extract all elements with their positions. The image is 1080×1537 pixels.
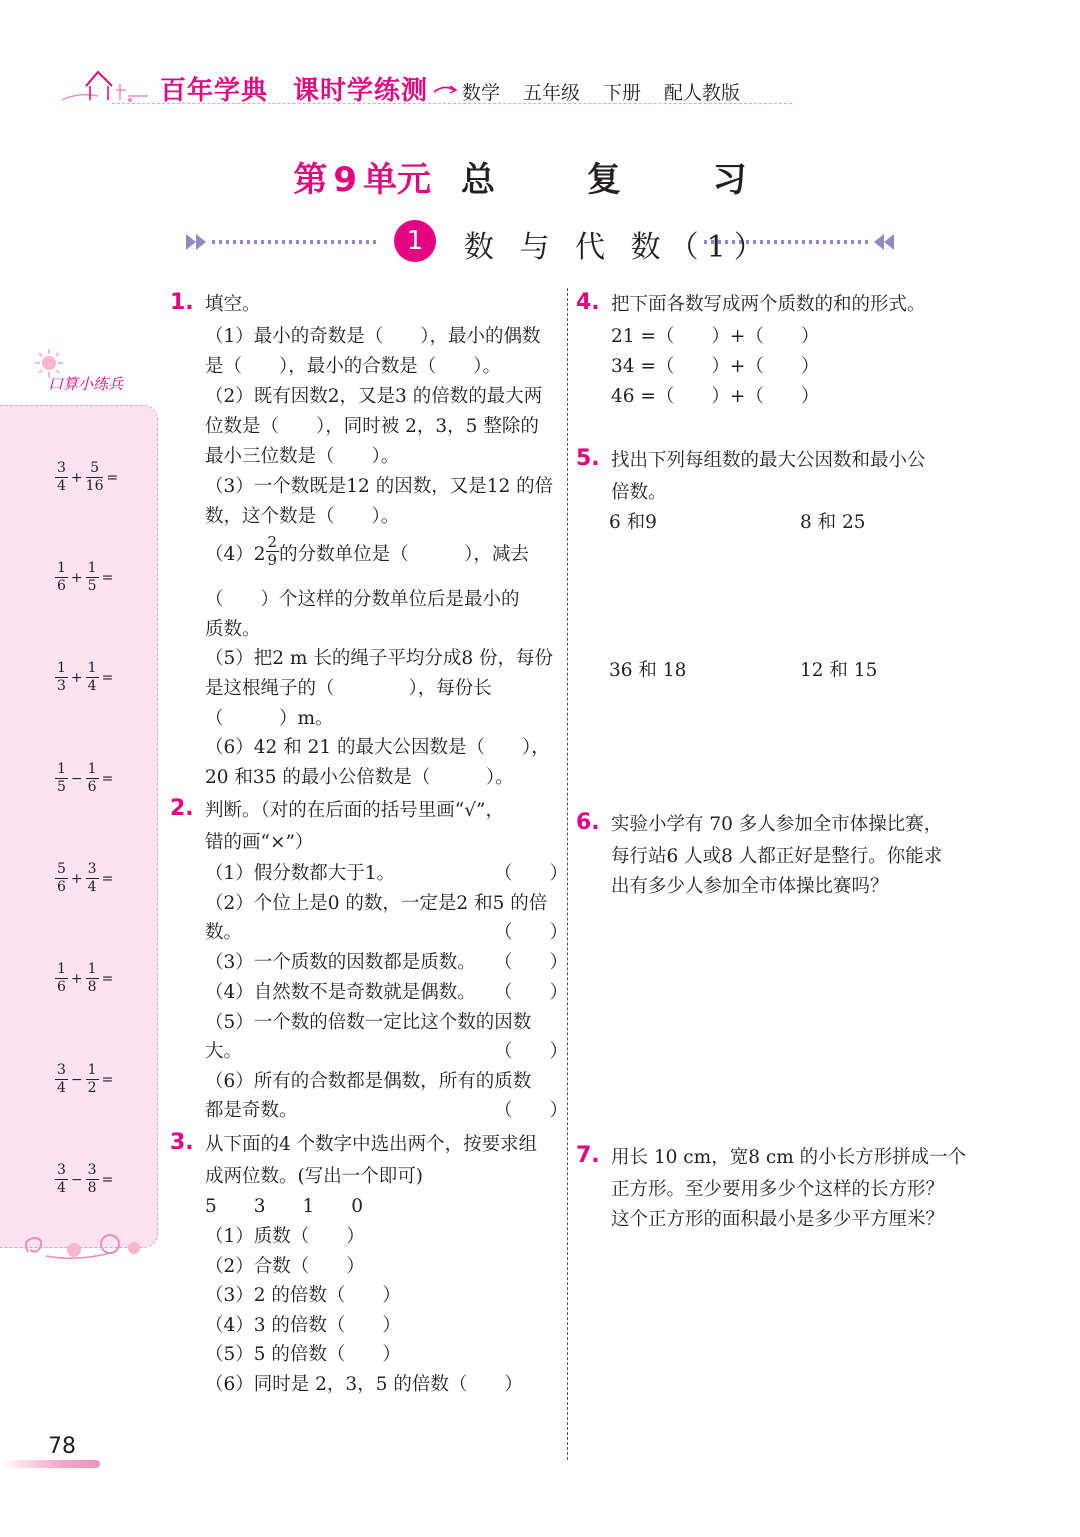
- fraction-denominator: 6: [87, 779, 97, 795]
- series-name: 课时学练测: [293, 76, 429, 106]
- fraction-numerator: 3: [87, 861, 97, 877]
- fraction: [86, 560, 99, 595]
- grade-label: 五年级: [523, 82, 581, 104]
- judgement-item: 都是奇数。: [205, 1100, 298, 1121]
- q1-line-mixed-number: [205, 532, 529, 570]
- q1-line: （3）一个数既是12 的因数，又是12 的倍: [205, 476, 554, 497]
- operator: +: [70, 569, 83, 586]
- q7-line: 这个正方形的面积最小是多少平方厘米？: [611, 1209, 945, 1230]
- q1-line-prefix: （4）2: [205, 544, 266, 565]
- q1-line: 是这根绳子的（ ），每份长: [205, 678, 492, 699]
- number-pair: 12 和 15: [800, 660, 878, 681]
- fraction-numerator: 5: [57, 861, 66, 877]
- fraction-numerator: 1: [87, 1062, 97, 1078]
- equals-sign: =: [101, 569, 114, 586]
- section-number-badge: 1: [394, 220, 436, 262]
- q3-item: （2）合数（ ）: [205, 1256, 365, 1277]
- q1-line: 位数是（ ），同时被 2，3，5 整除的: [205, 416, 539, 437]
- answer-bracket[interactable]: （ ）: [494, 952, 569, 973]
- q1-line: 最小三位数是（ ）。: [205, 446, 400, 467]
- fraction: [55, 660, 68, 695]
- volume-label: 下册: [603, 82, 642, 104]
- number-pair: 6 和9: [609, 512, 657, 533]
- judgement-item: （1）假分数都大于1。: [205, 863, 396, 884]
- q4-row: 34 =（ ）+（ ）: [611, 356, 820, 377]
- mental-math-item: [55, 861, 150, 901]
- q3-item: （4）3 的倍数（ ）: [205, 1315, 401, 1336]
- judgement-item: （5）一个数的倍数一定比这个数的因数: [205, 1012, 532, 1033]
- fraction-denominator: 8: [87, 1180, 97, 1196]
- fraction-numerator: 3: [57, 460, 66, 476]
- fraction-numerator: 2: [267, 532, 278, 551]
- q6-line: 实验小学有 70 多人参加全市体操比赛，: [611, 814, 943, 835]
- equals-sign: =: [101, 669, 114, 686]
- fraction: [55, 861, 68, 896]
- unit-name: 总 复 习: [460, 160, 787, 200]
- swirl-decoration-icon: [18, 1222, 148, 1266]
- fraction: [86, 961, 99, 996]
- fraction: [86, 660, 99, 695]
- fraction-denominator: 4: [57, 478, 66, 494]
- fraction-denominator: 6: [57, 879, 66, 895]
- fraction: [55, 961, 68, 996]
- question-2-number: 2.: [170, 796, 194, 821]
- fraction: [86, 1062, 99, 1097]
- q4-row: 46 =（ ）+（ ）: [611, 386, 820, 407]
- q1-line: （1）最小的奇数是（ ），最小的偶数: [205, 326, 541, 347]
- q1-line: 20 和35 的最小公倍数是（ ）。: [205, 767, 514, 788]
- sidebar-title: 口算小练兵: [48, 375, 124, 393]
- fraction-denominator: 6: [57, 979, 66, 995]
- arrow-right-icon: [432, 80, 460, 98]
- q3-item: （5）5 的倍数（ ）: [205, 1344, 401, 1365]
- fraction-denominator: 5: [57, 779, 66, 795]
- answer-bracket[interactable]: （ ）: [494, 982, 569, 1003]
- q4-row: 21 =（ ）+（ ）: [611, 326, 820, 347]
- q7-line: 用长 10 cm，宽8 cm 的小长方形拼成一个: [611, 1147, 967, 1168]
- judgement-item: （2）个位上是0 的数，一定是2 和5 的倍: [205, 893, 548, 914]
- q7-line: 正方形。至少要用多少个这样的长方形？: [611, 1179, 945, 1200]
- q1-line: 数，这个数是（ ）。: [205, 506, 400, 527]
- operator: −: [70, 1071, 83, 1088]
- judgement-item: （4）自然数不是奇数就是偶数。: [205, 982, 476, 1003]
- answer-bracket[interactable]: （ ）: [494, 1041, 569, 1062]
- fraction: [55, 460, 68, 495]
- fraction: [86, 460, 104, 495]
- question-3-number: 3.: [170, 1130, 194, 1155]
- fraction-numerator: 1: [87, 961, 97, 977]
- equals-sign: =: [106, 469, 119, 486]
- unit-title: [0, 152, 1080, 201]
- fraction-denominator: 8: [87, 979, 97, 995]
- fraction-denominator: 4: [57, 1080, 66, 1096]
- operator: −: [70, 770, 83, 787]
- mental-math-item: [55, 1162, 150, 1202]
- q6-line: 出有多少人参加全市体操比赛吗？: [611, 876, 889, 897]
- q3-item: （3）2 的倍数（ ）: [205, 1285, 401, 1306]
- mental-math-sidebar: [0, 405, 158, 1248]
- fraction-numerator: 1: [57, 560, 66, 576]
- judgement-item: （3）一个质数的因数都是质数。: [205, 952, 476, 973]
- unit-label-prefix: 第: [293, 160, 328, 200]
- fraction: [266, 534, 280, 569]
- fraction-denominator: 5: [87, 578, 97, 594]
- fraction-denominator: 9: [267, 550, 278, 569]
- section-title: 数 与 代 数（1）: [464, 230, 772, 265]
- fraction-denominator: 6: [57, 578, 66, 594]
- q1-line: （2）既有因数2，又是3 的倍数的最大两: [205, 386, 543, 407]
- digit-list: 5 3 1 0: [205, 1196, 364, 1217]
- fraction-numerator: 1: [87, 560, 97, 576]
- fraction-numerator: 1: [87, 761, 97, 777]
- operator: +: [70, 469, 83, 486]
- fraction-denominator: 4: [87, 678, 97, 694]
- question-3-title: 成两位数。(写出一个即可): [205, 1166, 423, 1187]
- q1-line: 质数。: [205, 619, 261, 640]
- question-3-title: 从下面的4 个数字中选出两个，按要求组: [205, 1134, 538, 1155]
- fraction-numerator: 3: [57, 1162, 66, 1178]
- equals-sign: =: [101, 1071, 114, 1088]
- q6-line: 每行站6 人或8 人都正好是整行。你能求: [611, 846, 943, 867]
- q1-line: 是（ ），最小的合数是（ ）。: [205, 356, 502, 377]
- q3-item: （1）质数（ ）: [205, 1226, 365, 1247]
- equals-sign: =: [101, 970, 114, 987]
- question-5-title: 倍数。: [611, 482, 667, 503]
- subject-label: 数学: [462, 82, 501, 104]
- mental-math-item: [55, 961, 150, 1001]
- fraction: [55, 1062, 68, 1097]
- question-7-number: 7.: [576, 1143, 600, 1168]
- question-5-number: 5.: [576, 446, 600, 471]
- mental-math-item: [55, 560, 150, 600]
- fraction-numerator: 1: [57, 761, 66, 777]
- q1-line: （5）把2 m 长的绳子平均分成8 份，每份: [205, 648, 553, 669]
- q1-line: （6）42 和 21 的最大公因数是（ ），: [205, 737, 550, 758]
- answer-bracket[interactable]: （ ）: [494, 922, 569, 943]
- q1-line: （ ）个这样的分数单位后是最小的: [205, 589, 520, 610]
- brand-name: 百年学典: [160, 76, 269, 106]
- fraction-numerator: 5: [86, 460, 104, 478]
- fraction-numerator: 3: [57, 1062, 66, 1078]
- fraction-denominator: 4: [87, 879, 97, 895]
- question-4-number: 4.: [576, 290, 600, 315]
- judgement-item: 数。: [205, 922, 243, 943]
- unit-number: 9: [333, 160, 357, 200]
- question-4-title: 把下面各数写成两个质数的和的形式。: [611, 294, 926, 315]
- fraction: [86, 861, 99, 896]
- question-6-number: 6.: [576, 810, 600, 835]
- fraction-numerator: 3: [87, 1162, 97, 1178]
- fraction-numerator: 1: [57, 660, 66, 676]
- operator: +: [70, 870, 83, 887]
- mental-math-item: [55, 761, 150, 801]
- fraction-denominator: 3: [57, 678, 66, 694]
- fraction: [55, 560, 68, 595]
- equals-sign: =: [101, 1171, 114, 1188]
- page-number-bar: [0, 1460, 100, 1468]
- number-pair: 8 和 25: [800, 512, 866, 533]
- fraction: [55, 761, 68, 796]
- judgement-item: （6）所有的合数都是偶数，所有的质数: [205, 1071, 532, 1092]
- page-number: 78: [48, 1434, 76, 1459]
- house-logo-icon: [58, 66, 153, 106]
- operator: +: [70, 669, 83, 686]
- question-5-title: 找出下列每组数的最大公因数和最小公: [611, 450, 926, 471]
- q3-item: （6）同时是 2，3，5 的倍数（ ）: [205, 1374, 523, 1395]
- answer-bracket[interactable]: （ ）: [494, 863, 569, 884]
- fraction-numerator: 1: [87, 660, 97, 676]
- equals-sign: =: [101, 870, 114, 887]
- mental-math-item: [55, 660, 150, 700]
- fraction-denominator: 4: [57, 1180, 66, 1196]
- q1-line: （ ）m。: [205, 708, 334, 729]
- equals-sign: =: [101, 770, 114, 787]
- unit-label-suffix: 单元: [362, 160, 431, 200]
- operator: +: [70, 970, 83, 987]
- number-pair: 36 和 18: [609, 660, 687, 681]
- fraction: [86, 761, 99, 796]
- fraction: [86, 1162, 99, 1197]
- mental-math-item: [55, 460, 150, 500]
- answer-bracket[interactable]: （ ）: [494, 1100, 569, 1121]
- edition-label: 配人教版: [664, 82, 741, 104]
- fraction-denominator: 2: [87, 1080, 97, 1096]
- fraction-numerator: 1: [57, 961, 66, 977]
- question-2-title: 错的画“×”）: [205, 832, 314, 853]
- question-1-title: 填空。: [205, 294, 261, 315]
- header-divider: [112, 103, 792, 104]
- fraction-denominator: 16: [85, 478, 104, 494]
- question-1-number: 1.: [170, 290, 194, 315]
- judgement-item: 大。: [205, 1041, 243, 1062]
- q1-line-suffix: 的分数单位是（ ），减去: [279, 544, 529, 565]
- operator: −: [70, 1171, 83, 1188]
- question-2-title: 判断。（对的在后面的括号里画“√”，: [205, 800, 504, 821]
- mental-math-item: [55, 1062, 150, 1102]
- fraction: [55, 1162, 68, 1197]
